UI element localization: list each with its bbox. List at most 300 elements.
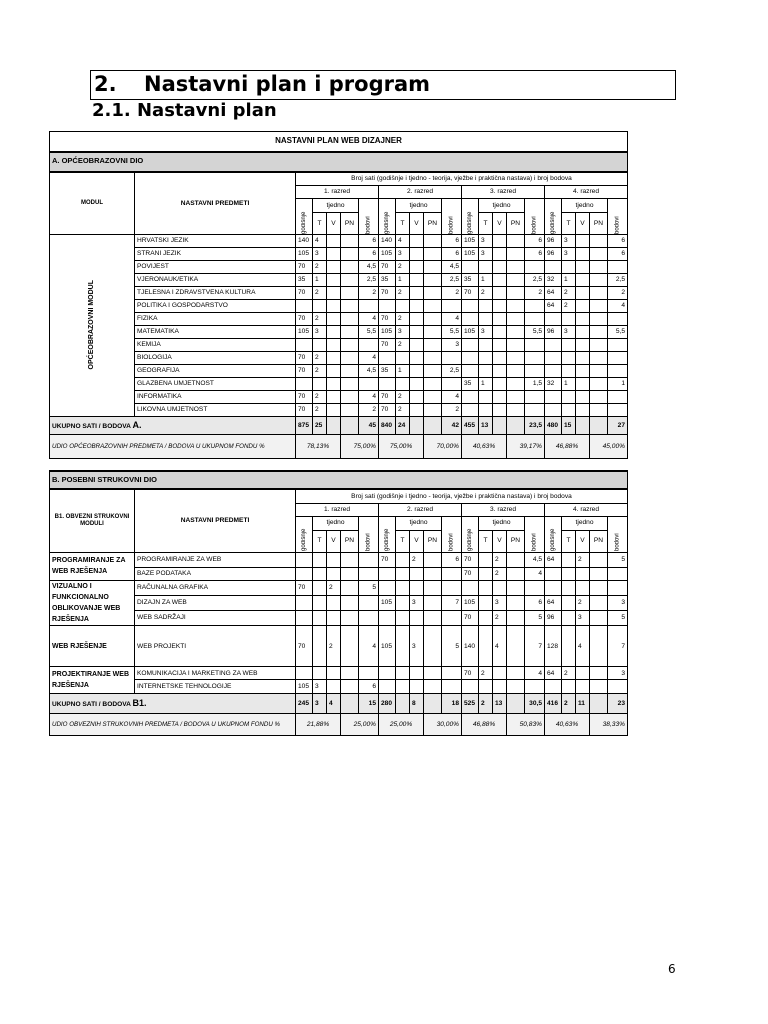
share-points: 75,00%	[341, 435, 379, 459]
table-cell	[313, 667, 327, 680]
table-cell	[327, 667, 341, 680]
table-cell: 3	[576, 610, 590, 626]
table-cell: 3	[493, 596, 507, 611]
table-cell: 3	[410, 626, 424, 667]
table-cell	[379, 580, 396, 596]
table-cell: 23,5	[525, 417, 545, 435]
table-cell	[562, 610, 576, 626]
table-cell	[576, 352, 590, 365]
table-cell: 4	[359, 391, 379, 404]
table-cell	[410, 567, 424, 580]
header-t: T	[396, 530, 410, 552]
table-cell: 8	[410, 694, 424, 714]
table-cell	[341, 261, 359, 274]
table-cell	[576, 248, 590, 261]
table-cell	[590, 580, 608, 596]
share-hours: 78,13%	[296, 435, 341, 459]
subject-name: PROGRAMIRANJE ZA WEB	[135, 552, 296, 567]
table-cell: 105	[379, 626, 396, 667]
table-cell: 6	[525, 248, 545, 261]
table-cell	[525, 339, 545, 352]
table-cell	[462, 365, 479, 378]
table-cell	[327, 339, 341, 352]
table-cell	[562, 365, 576, 378]
table-cell: 18	[442, 694, 462, 714]
table-cell	[507, 667, 525, 680]
table-cell	[576, 378, 590, 391]
chapter-title: Nastavni plan i program	[144, 72, 431, 96]
header-bodovi: bodovi	[442, 516, 462, 552]
table-cell	[341, 365, 359, 378]
header-razred: 1. razred	[296, 503, 379, 516]
table-cell	[479, 610, 493, 626]
table-cell: 70	[296, 626, 313, 667]
table-cell: 105	[296, 680, 313, 694]
table-cell	[576, 313, 590, 326]
table-cell: 4	[327, 694, 341, 714]
header-razred: 1. razred	[296, 186, 379, 199]
table-cell	[410, 261, 424, 274]
table-cell	[493, 326, 507, 339]
subject-name: LIKOVNA UMJETNOST	[135, 404, 296, 417]
header-t: T	[479, 213, 493, 235]
table-cell	[341, 596, 359, 611]
table-cell	[341, 274, 359, 287]
table-cell: 2	[562, 300, 576, 313]
table-cell: 4	[359, 313, 379, 326]
table-cell: 96	[545, 610, 562, 626]
header-tjedno: tjedno	[562, 516, 608, 530]
table-cell: 2	[525, 287, 545, 300]
table-cell: 2,5	[608, 274, 628, 287]
table-cell: 70	[379, 287, 396, 300]
table-cell	[562, 552, 576, 567]
table-cell	[410, 404, 424, 417]
table-cell: 480	[545, 417, 562, 435]
table-cell	[525, 365, 545, 378]
table-cell	[507, 610, 525, 626]
table-cell: 105	[379, 596, 396, 611]
table-cell: 70	[379, 261, 396, 274]
table-cell: 105	[462, 235, 479, 248]
table-cell	[479, 596, 493, 611]
table-cell	[562, 680, 576, 694]
table-cell	[462, 580, 479, 596]
table-cell	[379, 680, 396, 694]
table-cell: 6	[608, 248, 628, 261]
table-cell	[507, 261, 525, 274]
table-cell: 70	[296, 365, 313, 378]
module-name: VIZUALNO I FUNKCIONALNO OBLIKOVANJE WEB RJEŠENJA	[50, 580, 135, 626]
table-cell	[341, 313, 359, 326]
table-cell	[396, 694, 410, 714]
table-cell: 140	[379, 235, 396, 248]
table-cell: 70	[296, 404, 313, 417]
share-points: 38,33%	[590, 714, 628, 736]
table-cell	[396, 680, 410, 694]
table-cell	[424, 567, 442, 580]
table-cell	[479, 552, 493, 567]
table-cell: 45	[359, 417, 379, 435]
table-cell: 2	[327, 626, 341, 667]
table-cell	[341, 287, 359, 300]
table-cell: 3	[562, 235, 576, 248]
table-cell	[424, 300, 442, 313]
chapter-number: 2.	[94, 72, 117, 96]
header-pn: PN	[590, 530, 608, 552]
table-cell	[525, 391, 545, 404]
total-label: UKUPNO SATI / BODOVA B1.	[50, 694, 296, 714]
header-pn: PN	[507, 530, 525, 552]
table-cell	[507, 694, 525, 714]
table-cell: 4	[525, 667, 545, 680]
table-cell: 6	[608, 235, 628, 248]
table-cell: 2	[396, 391, 410, 404]
table-cell: 3	[442, 339, 462, 352]
table-cell	[590, 352, 608, 365]
table-cell	[296, 610, 313, 626]
table-cell: 3	[608, 667, 628, 680]
table-cell: 7	[442, 596, 462, 611]
table-cell: 7	[608, 626, 628, 667]
table-cell: 13	[493, 694, 507, 714]
share-points: 39,17%	[507, 435, 545, 459]
module-name: PROJEKTIRANJE WEB RJEŠENJA	[50, 667, 135, 694]
table-cell	[410, 339, 424, 352]
table-cell	[359, 300, 379, 313]
table-cell	[545, 365, 562, 378]
table-cell	[410, 610, 424, 626]
table-cell	[479, 404, 493, 417]
table-cell: 2	[313, 404, 327, 417]
table-cell	[359, 667, 379, 680]
table-cell	[507, 235, 525, 248]
table-cell	[379, 378, 396, 391]
header-t: T	[562, 213, 576, 235]
header-t: T	[396, 213, 410, 235]
subject-name: HRVATSKI JEZIK	[135, 235, 296, 248]
table-cell	[341, 580, 359, 596]
table-cell	[396, 610, 410, 626]
header-tjedno: tjedno	[396, 199, 442, 213]
table-cell	[442, 680, 462, 694]
header-v: V	[327, 530, 341, 552]
table-cell: 3	[608, 596, 628, 611]
table-cell	[479, 391, 493, 404]
module-cell: OPĆEOBRAZOVNI MODUL	[50, 235, 135, 417]
table-cell	[410, 680, 424, 694]
table-cell	[590, 248, 608, 261]
header-godisnje: godišnje	[296, 199, 313, 235]
header-razred: 3. razred	[462, 186, 545, 199]
table-cell	[590, 365, 608, 378]
table-cell	[562, 391, 576, 404]
table-cell: 2	[313, 391, 327, 404]
table-cell	[327, 404, 341, 417]
table-cell	[341, 339, 359, 352]
table-cell	[608, 365, 628, 378]
table-cell: 140	[462, 626, 479, 667]
table-cell: 70	[462, 552, 479, 567]
table-cell	[327, 261, 341, 274]
table-cell	[424, 235, 442, 248]
table-cell: 3	[479, 326, 493, 339]
header-pn: PN	[341, 530, 359, 552]
subject-name: POLITIKA I GOSPODARSTVO	[135, 300, 296, 313]
subject-name: DIZAJN ZA WEB	[135, 596, 296, 611]
header-godisnje: godišnje	[296, 516, 313, 552]
table-cell	[341, 352, 359, 365]
table-cell	[562, 313, 576, 326]
table-cell: 70	[379, 339, 396, 352]
table-cell	[341, 378, 359, 391]
table-cell	[410, 378, 424, 391]
table-cell: 5,5	[359, 326, 379, 339]
table-cell: 4	[359, 626, 379, 667]
table-cell	[507, 352, 525, 365]
table-cell: 1	[396, 274, 410, 287]
header-v: V	[410, 213, 424, 235]
header-bodovi: bodovi	[525, 199, 545, 235]
table-cell	[396, 352, 410, 365]
table-cell: 1	[479, 378, 493, 391]
table-cell: 280	[379, 694, 396, 714]
table-cell	[608, 391, 628, 404]
table-cell: 70	[296, 391, 313, 404]
table-cell	[576, 235, 590, 248]
subject-name: INTERNETSKE TEHNOLOGIJE	[135, 680, 296, 694]
table-cell: 5	[608, 552, 628, 567]
table-cell	[507, 287, 525, 300]
table-cell	[576, 567, 590, 580]
table-cell	[462, 352, 479, 365]
table-cell	[313, 378, 327, 391]
table-cell: 1	[562, 274, 576, 287]
table-cell	[590, 274, 608, 287]
table-cell: 2	[442, 404, 462, 417]
table-cell: 4	[442, 313, 462, 326]
table-cell	[442, 567, 462, 580]
table-cell: 5,5	[608, 326, 628, 339]
table-cell	[608, 261, 628, 274]
table-cell	[590, 313, 608, 326]
table-cell: 32	[545, 274, 562, 287]
table-cell: 2	[396, 261, 410, 274]
table-cell: 64	[545, 596, 562, 611]
subject-name: KOMUNIKACIJA I MARKETING ZA WEB	[135, 667, 296, 680]
table-cell	[479, 352, 493, 365]
table-cell	[525, 680, 545, 694]
table-cell	[507, 404, 525, 417]
table-cell	[507, 596, 525, 611]
table-cell: 1,5	[525, 378, 545, 391]
header-v: V	[493, 530, 507, 552]
table-cell	[562, 404, 576, 417]
table-cell	[442, 378, 462, 391]
header-tjedno: tjedno	[313, 516, 359, 530]
table-cell	[576, 391, 590, 404]
table-cell: 2	[576, 596, 590, 611]
table-cell: 2	[396, 313, 410, 326]
table-cell	[608, 404, 628, 417]
table-cell	[424, 287, 442, 300]
table-cell	[296, 567, 313, 580]
share-points: 50,83%	[507, 714, 545, 736]
table-cell: 2,5	[442, 274, 462, 287]
table-cell	[424, 378, 442, 391]
table-cell	[341, 667, 359, 680]
table-cell	[424, 365, 442, 378]
table-cell	[545, 313, 562, 326]
table-cell	[410, 391, 424, 404]
header-predmeti: NASTAVNI PREDMETI	[135, 172, 296, 235]
table-cell: 1	[608, 378, 628, 391]
table-cell: 2	[608, 287, 628, 300]
table-cell: 2	[479, 694, 493, 714]
table-cell	[608, 352, 628, 365]
table-cell: 455	[462, 417, 479, 435]
table-cell	[296, 552, 313, 567]
table-cell	[396, 667, 410, 680]
table-cell: 24	[396, 417, 410, 435]
table-cell	[479, 365, 493, 378]
table-cell	[341, 417, 359, 435]
table-cell	[442, 580, 462, 596]
table-cell: 3	[479, 235, 493, 248]
table-cell	[590, 326, 608, 339]
header-t: T	[562, 530, 576, 552]
table-cell	[396, 300, 410, 313]
table-cell	[379, 352, 396, 365]
table-cell	[525, 404, 545, 417]
table-cell: 4	[525, 567, 545, 580]
chapter-heading-box	[90, 70, 676, 100]
table-cell	[590, 596, 608, 611]
table-cell	[341, 235, 359, 248]
header-razred: 3. razred	[462, 503, 545, 516]
table-cell: 2	[313, 261, 327, 274]
table-cell: 525	[462, 694, 479, 714]
table-cell: 5,5	[442, 326, 462, 339]
table-cell	[341, 552, 359, 567]
table-cell	[379, 567, 396, 580]
table-cell	[608, 680, 628, 694]
table-cell: 5	[442, 626, 462, 667]
table-cell: 70	[462, 567, 479, 580]
table-cell	[410, 580, 424, 596]
table-cell	[424, 680, 442, 694]
table-cell: 2	[396, 404, 410, 417]
table-cell	[545, 261, 562, 274]
table-cell	[327, 313, 341, 326]
table-cell	[507, 552, 525, 567]
table-cell: 105	[462, 248, 479, 261]
header-pn: PN	[341, 213, 359, 235]
table-cell	[327, 365, 341, 378]
table-cell	[479, 261, 493, 274]
table-cell	[462, 313, 479, 326]
table-cell	[576, 404, 590, 417]
table-cell: 4,5	[442, 261, 462, 274]
table-cell	[296, 596, 313, 611]
table-cell	[327, 552, 341, 567]
table-cell: 2,5	[359, 274, 379, 287]
table-cell	[576, 580, 590, 596]
table-cell	[327, 378, 341, 391]
table-cell	[462, 261, 479, 274]
header-t: T	[313, 530, 327, 552]
table-cell: 15	[562, 417, 576, 435]
table-cell	[608, 567, 628, 580]
table-cell	[545, 680, 562, 694]
table-cell: 15	[359, 694, 379, 714]
header-godisnje: godišnje	[379, 516, 396, 552]
header-v: V	[327, 213, 341, 235]
table-cell	[590, 339, 608, 352]
table-cell: 3	[396, 326, 410, 339]
table-cell	[462, 404, 479, 417]
table-cell: 140	[296, 235, 313, 248]
table-cell: 25	[313, 417, 327, 435]
table-cell: 30,5	[525, 694, 545, 714]
header-bodovi: bodovi	[359, 516, 379, 552]
table-cell	[507, 378, 525, 391]
table-cell: 5	[525, 610, 545, 626]
table-cell: 1	[562, 378, 576, 391]
table-cell	[493, 248, 507, 261]
table-cell	[545, 404, 562, 417]
table-cell	[327, 326, 341, 339]
header-bodovi: bodovi	[608, 516, 628, 552]
table-cell: 70	[296, 580, 313, 596]
table-cell	[424, 352, 442, 365]
table-cell	[562, 339, 576, 352]
table-cell: 2	[313, 287, 327, 300]
table-cell	[590, 404, 608, 417]
table-cell	[341, 326, 359, 339]
table-cell: 1	[313, 274, 327, 287]
header-bodovi: bodovi	[442, 199, 462, 235]
table-cell: 4,5	[359, 365, 379, 378]
header-modul: B1. OBVEZNI STRUKOVNI MODULI	[50, 489, 135, 552]
table-cell: 3	[313, 680, 327, 694]
table-cell	[462, 391, 479, 404]
curriculum-table-general	[49, 131, 628, 459]
table-cell: 4,5	[525, 552, 545, 567]
table-cell	[396, 580, 410, 596]
table-cell	[479, 567, 493, 580]
table-cell	[410, 287, 424, 300]
table-cell	[507, 326, 525, 339]
table-cell	[562, 261, 576, 274]
header-pn: PN	[424, 530, 442, 552]
table-cell	[493, 667, 507, 680]
header-razred: 2. razred	[379, 503, 462, 516]
curriculum-table-vocational	[49, 470, 628, 736]
table-cell	[479, 339, 493, 352]
header-tjedno: tjedno	[479, 516, 525, 530]
table-cell	[396, 567, 410, 580]
table-cell	[410, 274, 424, 287]
subject-name: RAČUNALNA GRAFIKA	[135, 580, 296, 596]
table-cell: 2	[327, 580, 341, 596]
table-cell	[590, 626, 608, 667]
table-cell	[493, 680, 507, 694]
table-cell	[576, 339, 590, 352]
table-cell	[313, 339, 327, 352]
table-cell	[410, 235, 424, 248]
table-cell	[590, 667, 608, 680]
